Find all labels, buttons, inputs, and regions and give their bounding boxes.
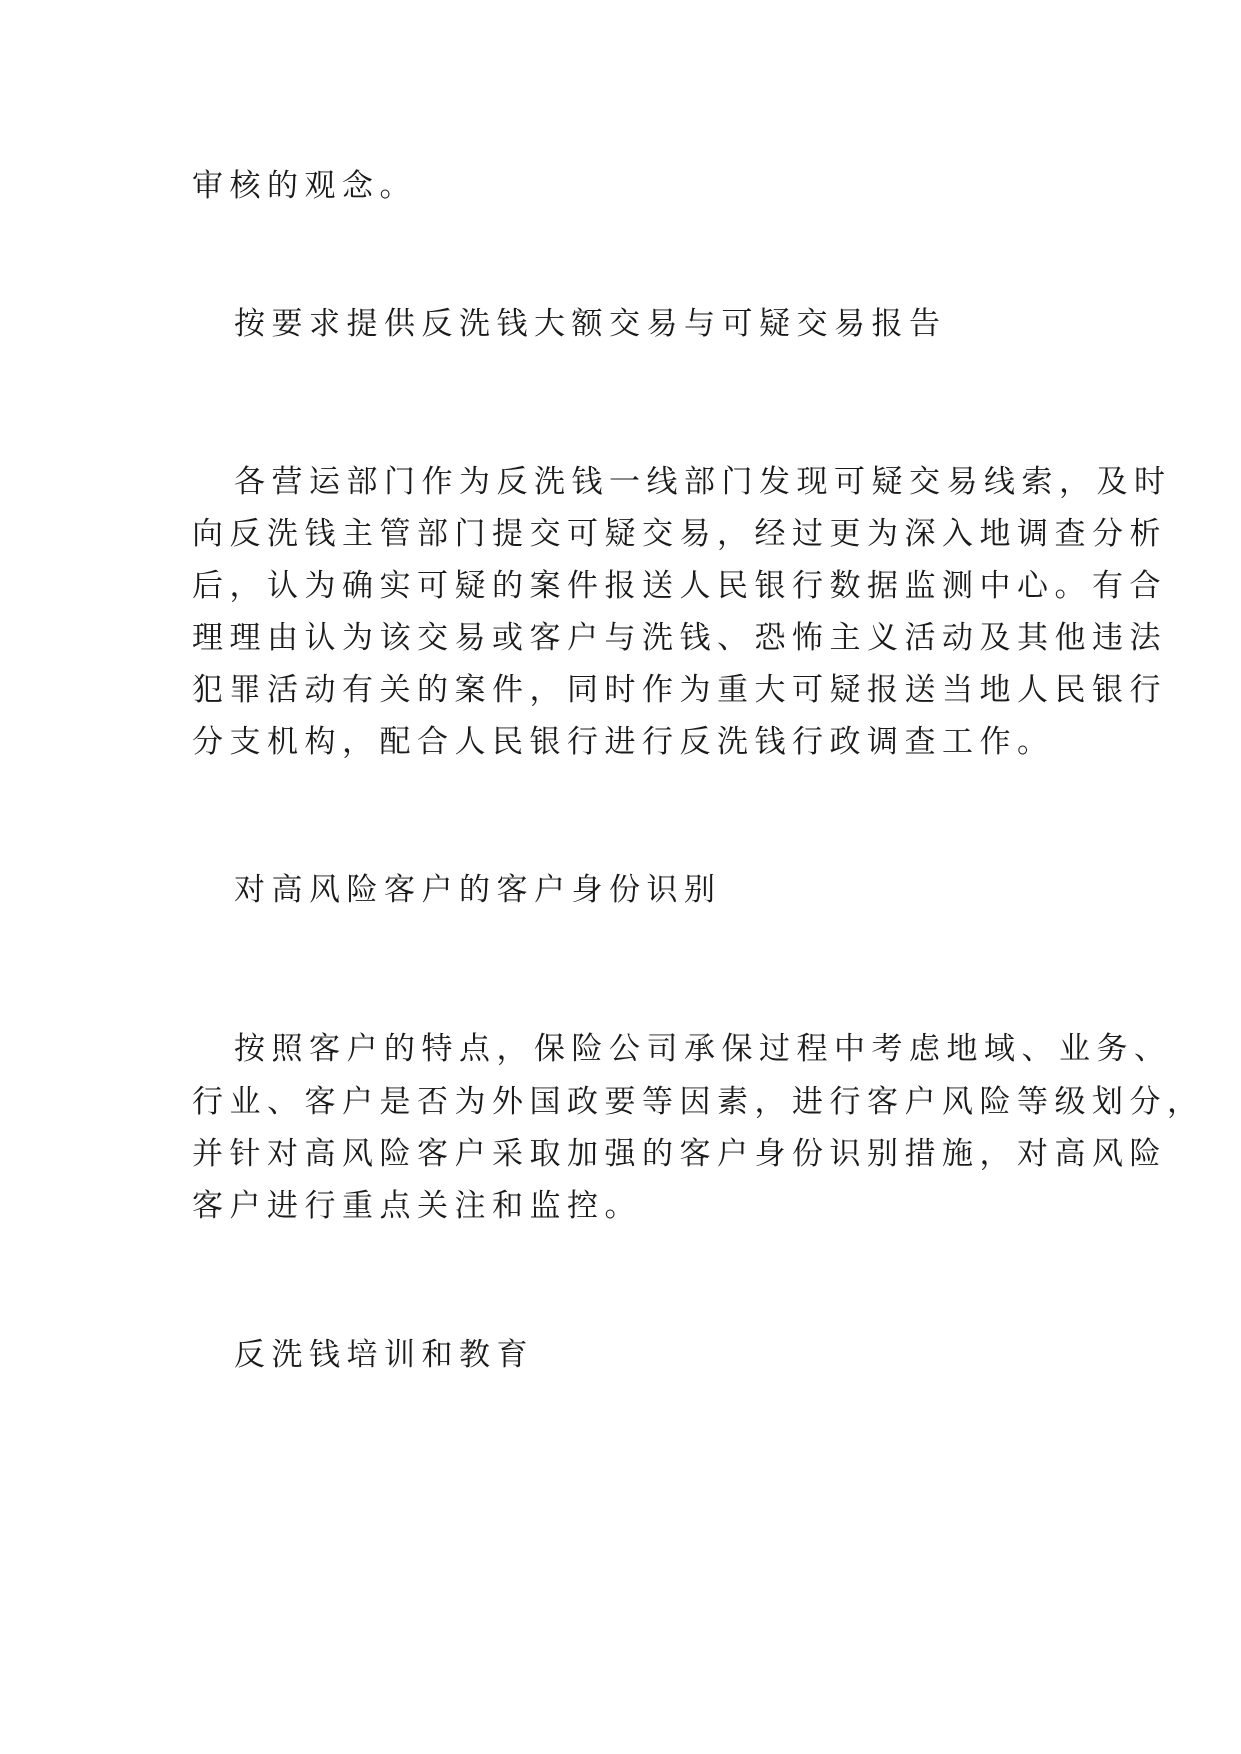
paragraph-1-line-1: 审核的观念。 xyxy=(192,168,417,204)
paragraph-2-line-3: 后，认为确实可疑的案件报送人民银行数据监测中心。有合 xyxy=(192,568,1167,604)
heading-high-risk-customers: 对高风险客户的客户身份识别 xyxy=(234,872,722,908)
heading-large-transactions: 按要求提供反洗钱大额交易与可疑交易报告 xyxy=(234,306,947,342)
paragraph-2-line-4: 理理由认为该交易或客户与洗钱、恐怖主义活动及其他违法 xyxy=(192,620,1167,656)
heading-training: 反洗钱培训和教育 xyxy=(234,1337,534,1373)
paragraph-3-line-2: 行业、客户是否为外国政要等因素，进行客户风险等级划分， xyxy=(192,1084,1205,1120)
paragraph-2-line-5: 犯罪活动有关的案件，同时作为重大可疑报送当地人民银行 xyxy=(192,672,1167,708)
paragraph-3-line-3: 并针对高风险客户采取加强的客户身份识别措施，对高风险 xyxy=(192,1136,1167,1172)
paragraph-3-line-4: 客户进行重点关注和监控。 xyxy=(192,1188,642,1224)
paragraph-2-line-6: 分支机构，配合人民银行进行反洗钱行政调查工作。 xyxy=(192,724,1055,760)
paragraph-2-line-2: 向反洗钱主管部门提交可疑交易，经过更为深入地调查分析 xyxy=(192,516,1167,552)
paragraph-2-line-1: 各营运部门作为反洗钱一线部门发现可疑交易线索，及时 xyxy=(234,464,1172,500)
paragraph-3-line-1: 按照客户的特点，保险公司承保过程中考虑地域、业务、 xyxy=(234,1031,1172,1067)
